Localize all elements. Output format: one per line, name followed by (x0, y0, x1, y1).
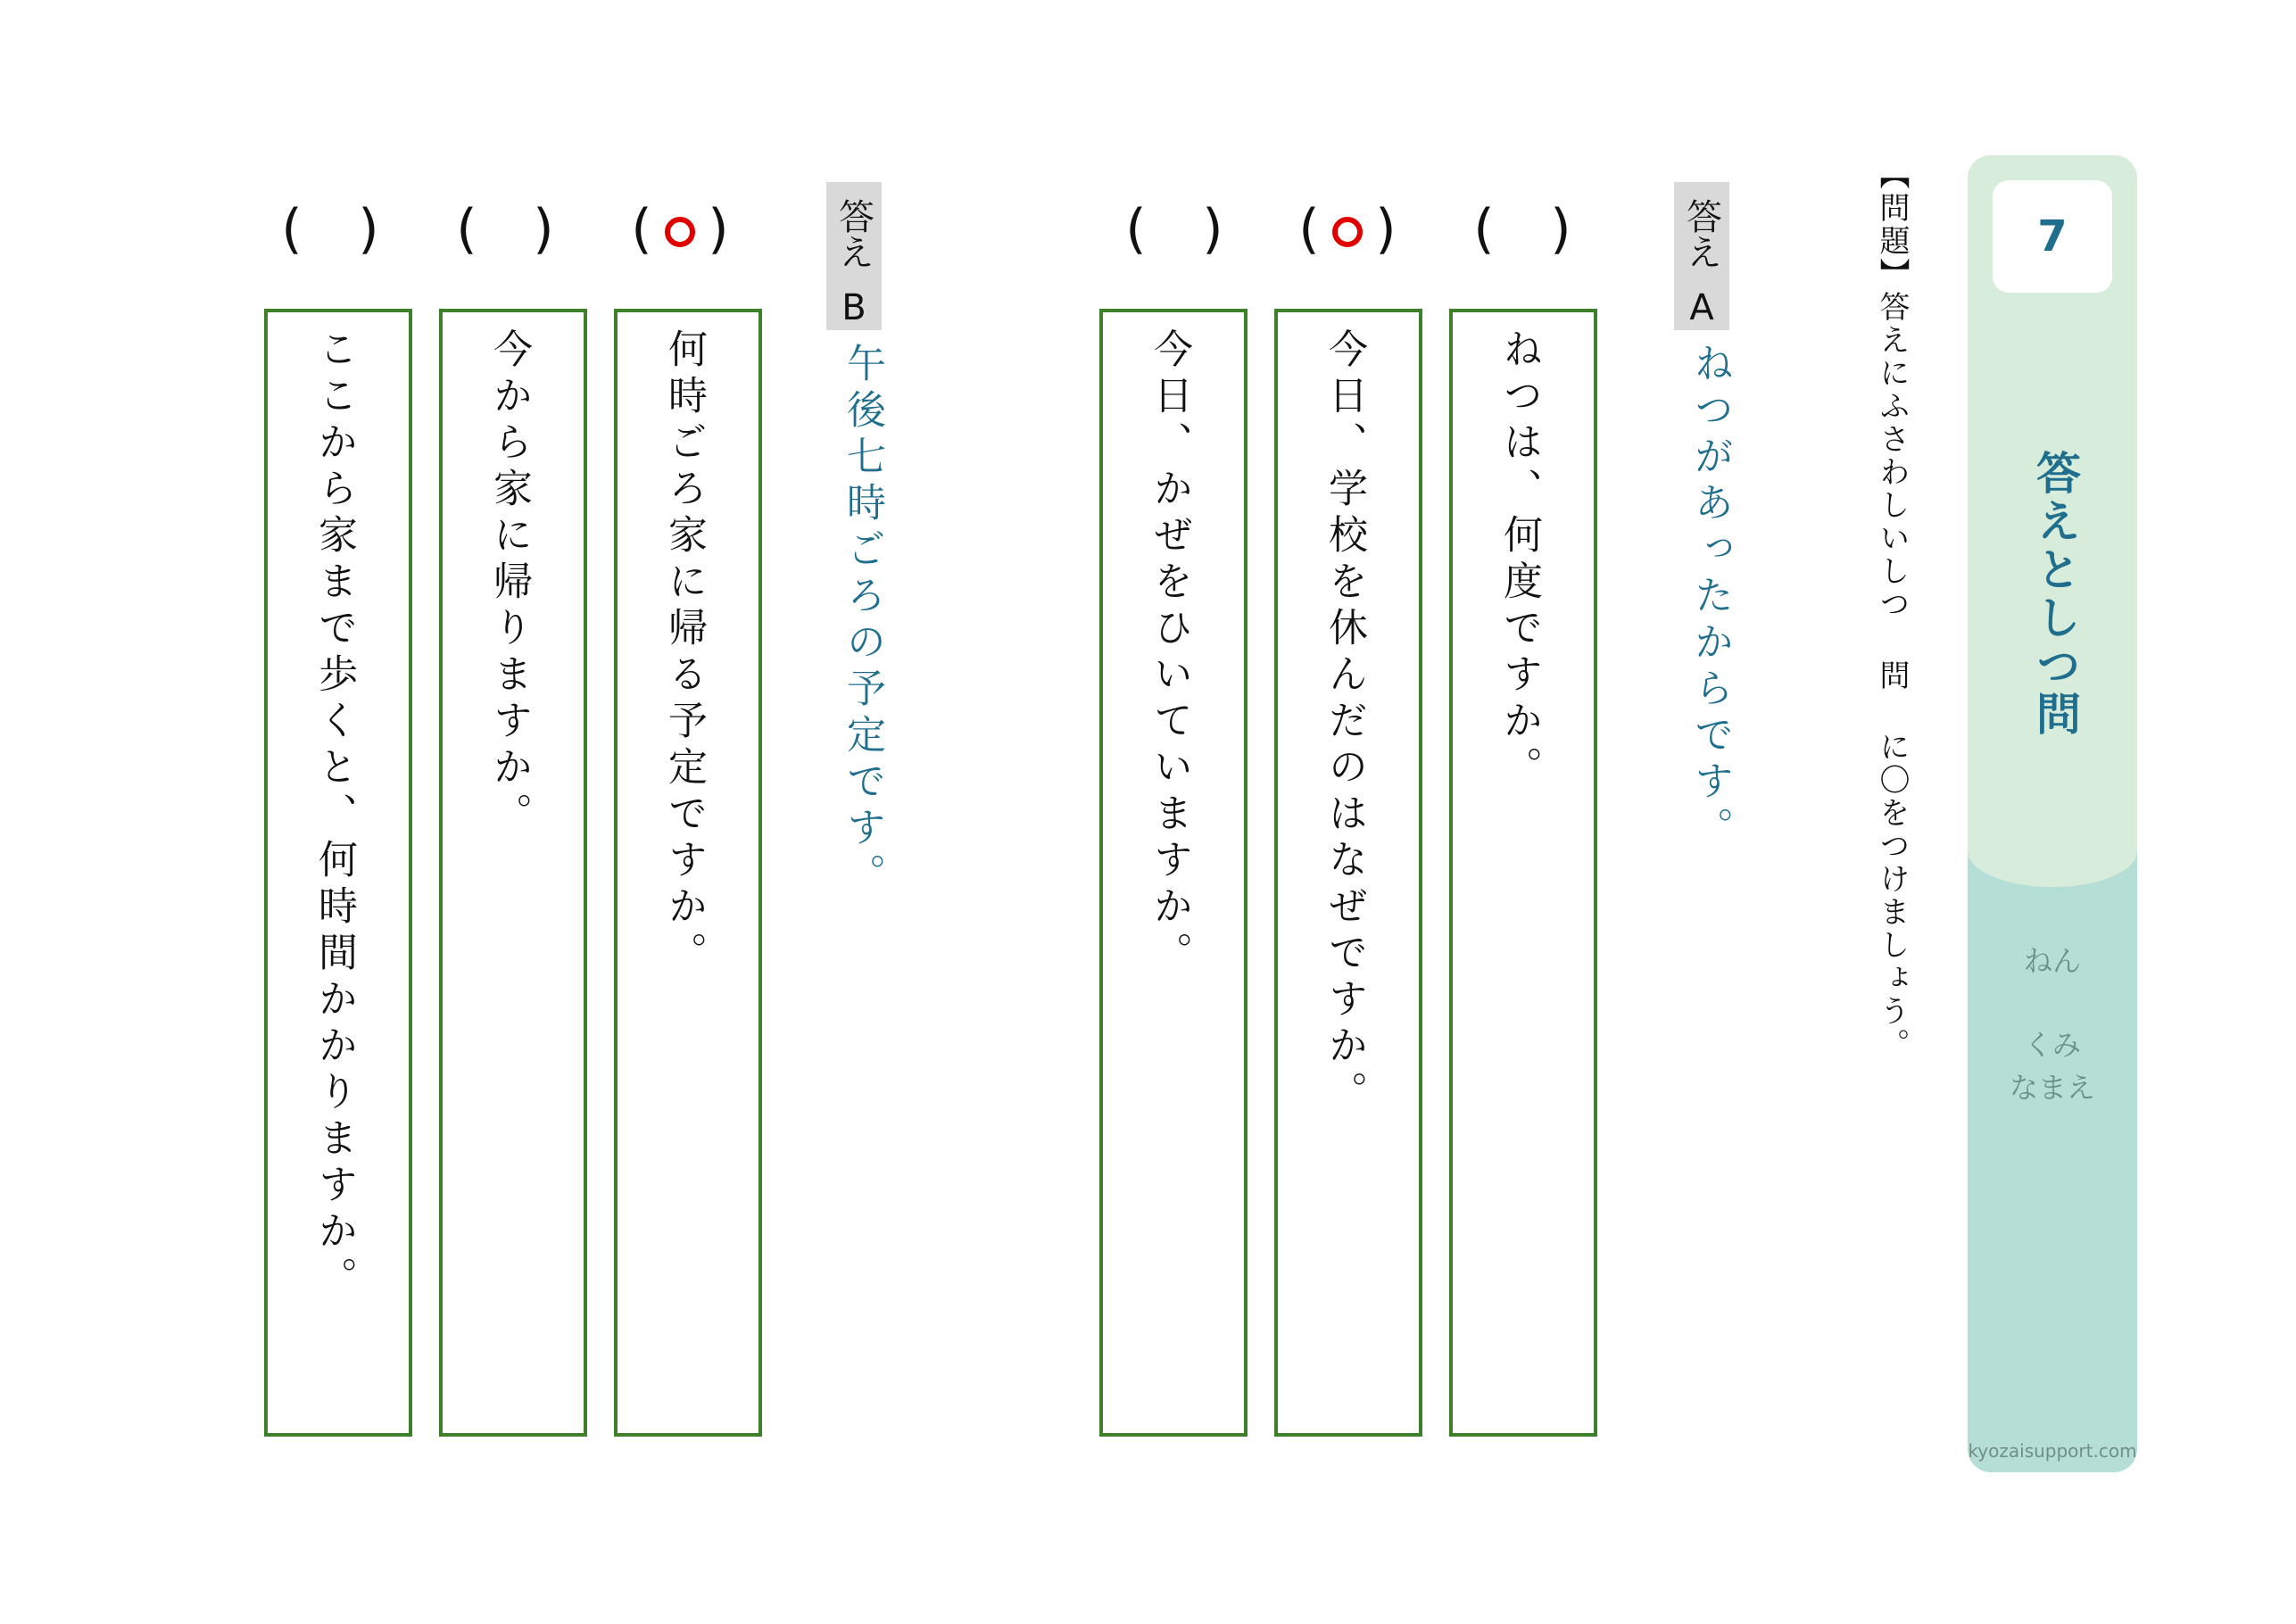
question-text: 今から家に帰りますか。 (486, 328, 532, 839)
answer-label-text: 答え (826, 182, 882, 286)
question-box-a-2 (1274, 309, 1422, 1437)
answer-mark-b-3[interactable]: ( ) (281, 198, 379, 261)
answer-mark-b-2[interactable]: ( ) (456, 198, 554, 261)
class-label: くみ (2023, 1028, 2081, 1062)
site-url: kyozaisupport.com (1968, 1440, 2137, 1462)
question-text: 今日、かぜをひいていますか。 (1147, 328, 1192, 978)
question-box-a-1 (1449, 309, 1597, 1437)
red-circle-icon (1332, 217, 1363, 247)
worksheet-number: 7 (1993, 180, 2112, 293)
answer-letter: A (1674, 286, 1729, 330)
answer-a-text: ねつがあったからです。 (1687, 343, 1733, 853)
year-label: ねん (2023, 944, 2081, 978)
answer-mark-a-1[interactable]: ( ) (1473, 198, 1571, 261)
sidebar (1968, 155, 2137, 1472)
answer-mark-a-3[interactable]: ( ) (1125, 198, 1223, 261)
worksheet-title: 答えとしつ問 (2029, 450, 2081, 739)
answer-a-label (1674, 182, 1729, 330)
question-text: 何時ごろ家に帰る予定ですか。 (661, 328, 707, 978)
answer-b-label (826, 182, 882, 330)
red-circle-icon (665, 217, 695, 247)
instruction-text: 【問題】答えにふさわしいしつ 問 に〇をつけましょう。 (1874, 159, 1910, 1061)
question-box-b-3 (264, 309, 412, 1437)
question-box-b-1 (614, 309, 762, 1437)
question-text: ねつは、何度ですか。 (1496, 328, 1542, 792)
question-text: 今日、学校を休んだのはなぜですか。 (1322, 328, 1367, 1117)
question-box-b-2 (439, 309, 587, 1437)
answer-mark-a-2[interactable]: ( ) (1298, 198, 1397, 261)
answer-label-text: 答え (1674, 182, 1729, 286)
question-text: ここから家まで歩くと、何時間かかりますか。 (311, 328, 357, 1303)
answer-mark-b-1[interactable]: ( ) (631, 198, 729, 261)
name-label: なまえ (2009, 1071, 2095, 1105)
answer-letter: B (826, 286, 882, 330)
answer-b-text: 午後七時ごろの予定です。 (840, 343, 885, 899)
question-box-a-3 (1099, 309, 1247, 1437)
